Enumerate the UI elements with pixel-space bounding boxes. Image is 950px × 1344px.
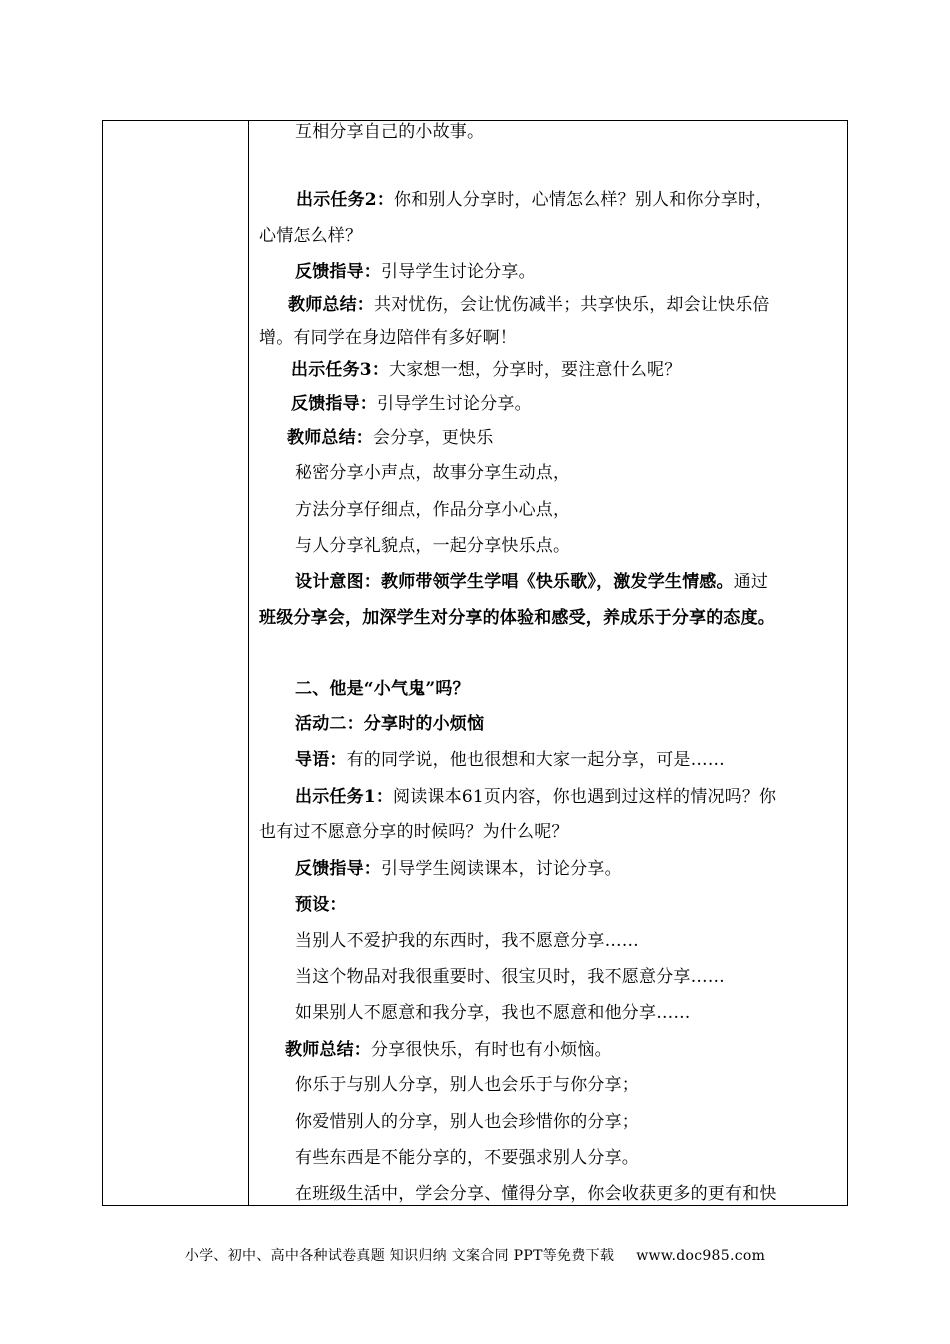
text-line <box>291 357 681 383</box>
line-label: 教师总结： <box>288 295 374 315</box>
line-text: 共对忧伤，会让忧伤减半；共享快乐，却会让快乐倍 <box>374 295 770 315</box>
line-text: 方法分享仔细点，作品分享小心点， <box>295 500 571 520</box>
line-label: 预设： <box>295 895 347 915</box>
line-label: 教师总结： <box>287 428 373 448</box>
text-line <box>295 259 536 285</box>
text-line <box>295 1000 691 1026</box>
text-line <box>295 928 639 954</box>
text-line <box>295 1072 639 1098</box>
line-text: 增。有同学在身边陪伴有多好啊！ <box>259 328 517 348</box>
text-line <box>295 964 725 990</box>
text-line <box>295 1145 639 1171</box>
line-label: 出示任务2： <box>296 190 395 210</box>
line-label: 教师总结： <box>285 1040 371 1060</box>
line-text: 会分享，更快乐 <box>373 428 494 448</box>
line-text: 引导学生讨论分享。 <box>377 394 532 414</box>
line-text: 有些东西是不能分享的，不要强求别人分享。 <box>295 1148 639 1168</box>
text-line <box>259 819 569 845</box>
line-text: 如果别人不愿意和我分享，我也不愿意和他分享…… <box>295 1003 691 1023</box>
line-label: 出示任务1： <box>295 787 394 807</box>
line-text: 有的同学说，他也很想和大家一起分享，可是…… <box>346 750 726 770</box>
text-line <box>295 1181 777 1207</box>
text-line <box>295 460 570 486</box>
text-line <box>259 325 517 351</box>
line-text: 与人分享礼貌点，一起分享快乐点。 <box>295 536 571 556</box>
line-text: 阅读课本61页内容，你也遇到过这样的情况吗？你 <box>393 787 777 807</box>
line-label: 导语： <box>295 750 347 770</box>
line-text: 心情怎么样？ <box>259 226 363 246</box>
line-text: 你和别人分享时，心情怎么样？别人和你分享时， <box>394 190 773 210</box>
line-text: 在班级生活中，学会分享、懂得分享，你会收获更多的更有和快 <box>295 1184 777 1204</box>
line-text: 你爱惜别人的分享，别人也会珍惜你的分享； <box>295 1112 639 1132</box>
line-text: 班级分享会，加深学生对分享的体验和感受，养成乐于分享的态度。 <box>259 608 775 628</box>
text-line <box>287 425 493 451</box>
line-label: 出示任务3： <box>291 360 390 380</box>
text-line <box>295 747 725 773</box>
line-text: 大家想一想，分享时，要注意什么呢？ <box>389 360 682 380</box>
line-text: 分享很快乐，有时也有小烦恼。 <box>371 1040 612 1060</box>
line-label: 反馈指导： <box>295 262 381 282</box>
line-text: 你乐于与别人分享，别人也会乐于与你分享； <box>295 1075 639 1095</box>
line-label: 反馈指导： <box>291 394 377 414</box>
line-text: 互相分享自己的小故事。 <box>295 122 485 142</box>
column-divider <box>248 121 249 1205</box>
text-line <box>295 1109 639 1135</box>
text-line <box>295 892 347 918</box>
text-line <box>295 569 768 595</box>
text-line <box>295 784 776 810</box>
line-text: 引导学生阅读课本，讨论分享。 <box>381 859 622 879</box>
line-text: 通过 <box>733 572 769 592</box>
text-line <box>285 1037 612 1063</box>
page-footer <box>0 1245 950 1265</box>
text-line <box>291 391 532 417</box>
text-line <box>295 119 484 145</box>
footer-url: www.doc985.com <box>636 1248 766 1264</box>
line-label: 反馈指导： <box>295 859 381 879</box>
text-line <box>295 676 470 702</box>
line-label: 设计意图：教师带领学生学唱《快乐歌》，激发学生情感。 <box>295 572 734 592</box>
text-line <box>295 856 622 882</box>
text-line <box>288 292 770 318</box>
line-text: 二、他是“小气鬼”吗？ <box>295 679 470 699</box>
text-line <box>259 223 362 249</box>
text-line <box>259 605 775 631</box>
text-line <box>296 187 772 213</box>
line-text: 也有过不愿意分享的时候吗？为什么呢？ <box>259 822 569 842</box>
line-text: 活动二：分享时的小烦恼 <box>295 714 485 734</box>
line-text: 引导学生讨论分享。 <box>381 262 536 282</box>
line-text: 秘密分享小声点，故事分享生动点， <box>295 463 571 483</box>
text-line <box>295 533 570 559</box>
footer-text: 小学、初中、高中各种试卷真题 知识归纳 文案合同 PPT等免费下载 <box>184 1248 615 1264</box>
line-text: 当别人不爱护我的东西时，我不愿意分享…… <box>295 931 639 951</box>
line-text: 当这个物品对我很重要时、很宝贝时，我不愿意分享…… <box>295 967 725 987</box>
text-line <box>295 711 484 737</box>
text-line <box>295 497 570 523</box>
